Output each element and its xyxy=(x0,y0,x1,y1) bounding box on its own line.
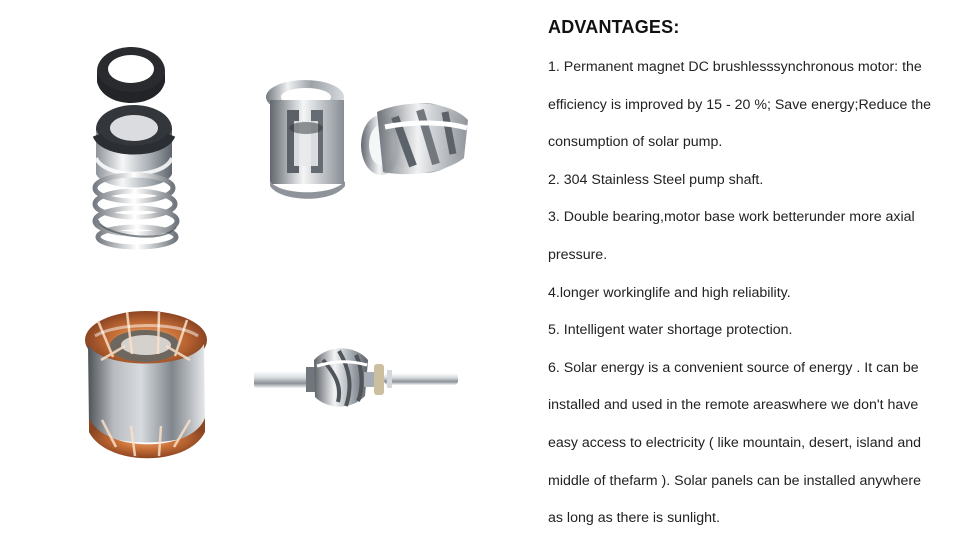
advantage-line-6: pressure. xyxy=(548,246,608,263)
advantage-line-2: efficiency is improved by 15 - 20 %; Save energy;Reduce the xyxy=(548,96,932,113)
motor-stator-icon xyxy=(80,302,215,462)
advantages-heading: ADVANTAGES: xyxy=(548,17,680,37)
advantage-line-9: 6. Solar energy is a convenient source of energy . It can be xyxy=(548,359,919,376)
advantage-line-13: as long as there is sunlight. xyxy=(548,510,720,527)
mechanical-seal-image xyxy=(88,34,200,250)
advantage-line-11: easy access to electricity ( like mountain, desert, island and xyxy=(548,434,921,451)
advantage-line-8: 5. Intelligent water shortage protection. xyxy=(548,322,793,339)
impeller-shaft-icon xyxy=(248,342,466,412)
guide-vane-image xyxy=(256,70,478,205)
impeller-shaft-image xyxy=(248,342,466,412)
advantage-line-4: 2. 304 Stainless Steel pump shaft. xyxy=(548,171,764,188)
motor-stator-image xyxy=(80,302,215,462)
pump-guide-vane-icon xyxy=(256,70,478,205)
advantage-line-3: consumption of solar pump. xyxy=(548,134,723,151)
advantage-line-7: 4.longer workinglife and high reliability. xyxy=(548,284,791,301)
advantage-line-1: 1. Permanent magnet DC brushlesssynchronous motor: the xyxy=(548,59,922,75)
mechanical-seal-icon xyxy=(88,34,200,250)
advantage-line-10: installed and used in the remote areaswhere we don't have xyxy=(548,397,919,414)
advantages-panel xyxy=(548,12,972,538)
advantages-list xyxy=(548,49,972,538)
advantage-line-12: middle of thefarm ). Solar panels can be installed anywhere xyxy=(548,472,922,489)
advantage-line-5: 3. Double bearing,motor base work betterunder more axial xyxy=(548,209,915,226)
